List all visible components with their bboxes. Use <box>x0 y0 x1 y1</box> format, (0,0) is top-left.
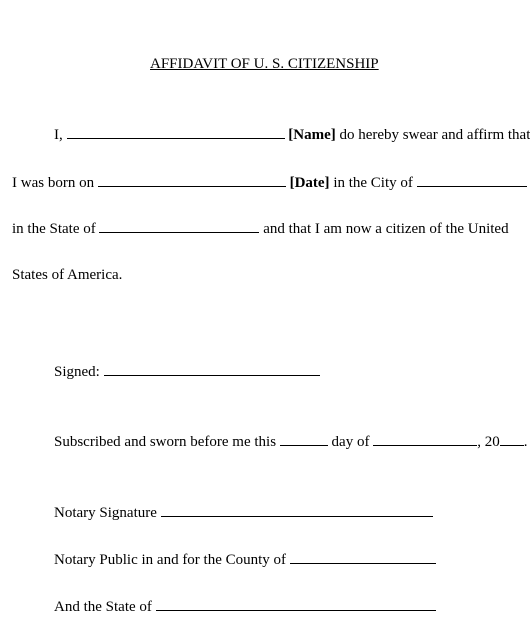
city-blank-field[interactable] <box>417 172 527 187</box>
day-blank-field[interactable] <box>280 431 328 446</box>
date-tag: [Date] <box>289 175 330 191</box>
born-prefix: I was born on <box>12 175 95 191</box>
day-of-label: day of <box>331 434 370 450</box>
subscribed-end: . <box>523 434 528 450</box>
birth-line <box>12 172 527 193</box>
notary-state-label: And the State of <box>54 599 152 615</box>
signature-blank-field[interactable] <box>104 361 320 376</box>
county-blank-field[interactable] <box>290 549 436 564</box>
signed-line <box>54 361 320 382</box>
name-blank-field[interactable] <box>67 124 285 139</box>
country-line <box>12 265 122 285</box>
notary-signature-line <box>54 502 433 523</box>
subscribed-label: Subscribed and sworn before me this <box>54 434 277 450</box>
citizen-text: and that I am now a citizen of the United <box>263 221 509 237</box>
notary-signature-blank-field[interactable] <box>161 502 433 517</box>
name-tag: [Name] <box>288 127 336 143</box>
state-prefix: in the State of <box>12 221 96 237</box>
notary-county-line <box>54 549 436 570</box>
name-prefix: I, <box>54 127 63 143</box>
notary-county-label: Notary Public in and for the County of <box>54 552 287 568</box>
document-title: AFFIDAVIT OF U. S. CITIZENSHIP <box>150 56 379 72</box>
country-text: States of America. <box>12 267 123 283</box>
notary-signature-label: Notary Signature <box>54 505 157 521</box>
notary-state-blank-field[interactable] <box>156 596 436 611</box>
month-blank-field[interactable] <box>373 431 477 446</box>
state-blank-field[interactable] <box>99 218 259 233</box>
name-after-text: do hereby swear and affirm that <box>339 127 530 143</box>
notary-state-line <box>54 596 436 617</box>
state-line <box>12 218 509 239</box>
birth-date-blank-field[interactable] <box>98 172 286 187</box>
city-label: in the City of <box>333 175 413 191</box>
subscribed-line <box>54 431 527 452</box>
signed-label: Signed: <box>54 364 100 380</box>
year-prefix: , 20 <box>477 434 500 450</box>
year-blank-field[interactable] <box>500 431 524 446</box>
name-line <box>54 124 530 145</box>
